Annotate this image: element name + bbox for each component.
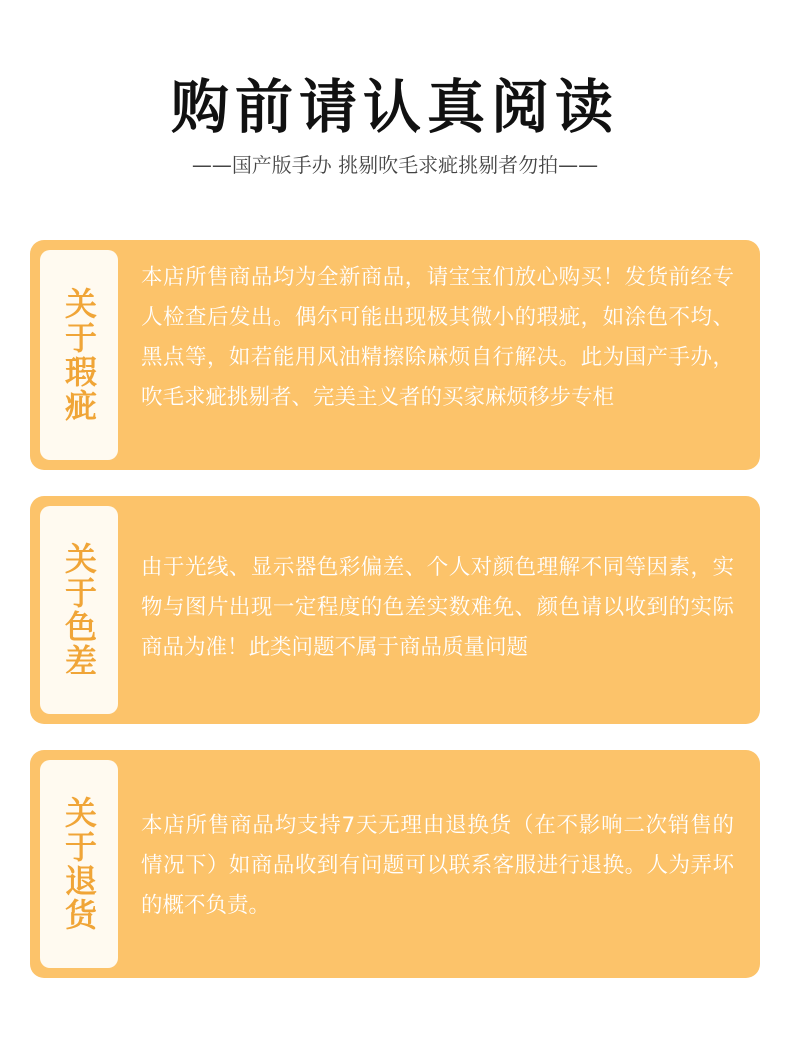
page-subtitle: ——国产版手办 挑剔吹毛求疵挑剔者勿拍—— — [191, 153, 599, 177]
card-label-box — [40, 760, 118, 968]
card-text-returns: 本店所售商品均支持7天无理由退换货（在不影响二次销售的情况下）如商品收到有问题可以联系客服进行退换。人为弄坏的概不负责。 — [141, 813, 734, 918]
notice-card-color-difference — [30, 496, 760, 724]
card-label-returns: 关于退货 — [60, 796, 98, 932]
notice-card-returns — [30, 750, 760, 978]
card-label-color-difference: 关于色差 — [60, 542, 98, 678]
card-label-box — [40, 506, 118, 714]
card-label-flaws: 关于瑕疵 — [60, 287, 98, 423]
notice-card-flaws — [30, 240, 760, 470]
card-label-box — [40, 250, 118, 460]
card-text-color-difference: 由于光线、显示器色彩偏差、个人对颜色理解不同等因素，实物与图片出现一定程度的色差实数难免、颜色请以收到的实际商品为准！此类问题不属于商品质量问题 — [141, 555, 734, 660]
card-text-flaws: 本店所售商品均为全新商品，请宝宝们放心购买！发货前经专人检查后发出。偶尔可能出现极其微小的瑕疵，如涂色不均、黑点等，如若能用风油精擦除麻烦自行解决。此为国产手办，吹毛求疵挑剔者、完美主义者的买家麻烦移步专柜 — [141, 265, 734, 410]
page-title: 购前请认真阅读 — [170, 73, 619, 141]
